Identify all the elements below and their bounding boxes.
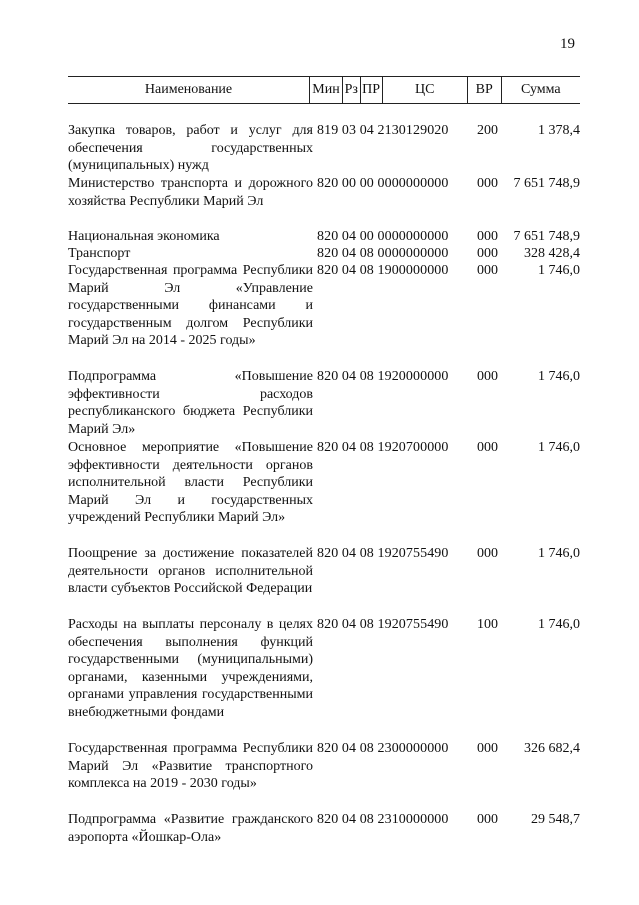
- header-name: Наименование: [144, 82, 233, 97]
- budget-table: [68, 76, 580, 864]
- table-row: [68, 122, 580, 175]
- table-row: [68, 616, 580, 740]
- row-vr: 000: [477, 369, 498, 384]
- table-body: [68, 122, 580, 864]
- row-vr: 000: [477, 229, 498, 244]
- row-name: Транспорт: [68, 246, 131, 261]
- row-vr: 000: [477, 176, 498, 191]
- row-code: 820 04 08 2300000000: [317, 741, 449, 756]
- row-code: 820 04 08 1920700000: [317, 440, 449, 455]
- table-row: [68, 175, 580, 228]
- row-sum: 328 428,4: [524, 246, 580, 261]
- row-vr: 000: [477, 741, 498, 756]
- table-header: [68, 76, 580, 104]
- page-number: 19: [560, 36, 575, 52]
- row-sum: 326 682,4: [524, 741, 580, 756]
- row-vr: 000: [477, 246, 498, 261]
- row-code: 820 04 08 0000000000: [317, 246, 449, 261]
- row-name: Подпрограмма «Развитие гражданского аэропорта «Йошкар-Ола»: [68, 812, 313, 845]
- row-code: 820 04 08 2310000000: [317, 812, 449, 827]
- header-min: Мин: [309, 77, 342, 103]
- row-code: 820 04 08 1920755490: [317, 617, 449, 632]
- row-sum: 1 746,0: [538, 546, 580, 561]
- table-row: [68, 228, 580, 245]
- row-vr: 000: [477, 546, 498, 561]
- row-sum: 1 746,0: [538, 263, 580, 278]
- row-vr: 000: [477, 263, 498, 278]
- row-name: Министерство транспорта и дорожного хозяйства Республики Марий Эл: [68, 176, 313, 209]
- row-code: 820 00 00 0000000000: [317, 176, 449, 191]
- row-sum: 1 746,0: [538, 369, 580, 384]
- row-sum: 1 378,4: [538, 123, 580, 138]
- table-row: [68, 262, 580, 368]
- row-sum: 29 548,7: [531, 812, 580, 827]
- table-row: [68, 439, 580, 545]
- row-sum: 7 651 748,9: [513, 176, 580, 191]
- table-row: [68, 545, 580, 616]
- row-code: 820 04 08 1900000000: [317, 263, 449, 278]
- row-name: Государственная программа Республики Марий Эл «Управление государственными финансами и государственным долгом Республики Марий Эл на 2014 - 2025 годы»: [68, 263, 313, 348]
- table-row: [68, 811, 580, 864]
- row-sum: 7 651 748,9: [513, 229, 580, 244]
- row-name: Расходы на выплаты персоналу в целях обеспечения выполнения функций государственными (муниципальными) органами, казенными учреждениями, органами управления государственными внебюджетными фондами: [68, 617, 313, 720]
- row-code: 820 04 08 1920000000: [317, 369, 449, 384]
- header-sum: Сумма: [501, 77, 580, 103]
- row-vr: 000: [477, 812, 498, 827]
- table-row: [68, 740, 580, 811]
- header-cs: ЦС: [382, 77, 467, 103]
- row-sum: 1 746,0: [538, 617, 580, 632]
- row-vr: 100: [477, 617, 498, 632]
- row-vr: 200: [477, 123, 498, 138]
- header-vr: ВР: [467, 77, 501, 103]
- row-name: Государственная программа Республики Марий Эл «Развитие транспортного комплекса на 2019 - 2030 годы»: [68, 741, 313, 791]
- table-row: [68, 245, 580, 262]
- table-row: [68, 368, 580, 439]
- header-pr: ПР: [360, 77, 382, 103]
- row-code: 819 03 04 2130129020: [317, 123, 449, 138]
- row-code: 820 04 00 0000000000: [317, 229, 449, 244]
- row-name: Поощрение за достижение показателей деятельности органов исполнительной власти субъектов Российской Федерации: [68, 546, 313, 596]
- row-name: Закупка товаров, работ и услуг для обеспечения государственных (муниципальных) нужд: [68, 123, 313, 173]
- header-rz: Рз: [342, 77, 360, 103]
- row-code: 820 04 08 1920755490: [317, 546, 449, 561]
- row-sum: 1 746,0: [538, 440, 580, 455]
- row-name: Подпрограмма «Повышение эффективности расходов республиканского бюджета Республики Марий Эл»: [68, 369, 313, 437]
- row-vr: 000: [477, 440, 498, 455]
- row-name: Национальная экономика: [68, 229, 220, 244]
- row-name: Основное мероприятие «Повышение эффективности деятельности органов исполнительной власти Республики Марий Эл и государственных учреждений Республики Марий Эл»: [68, 440, 313, 525]
